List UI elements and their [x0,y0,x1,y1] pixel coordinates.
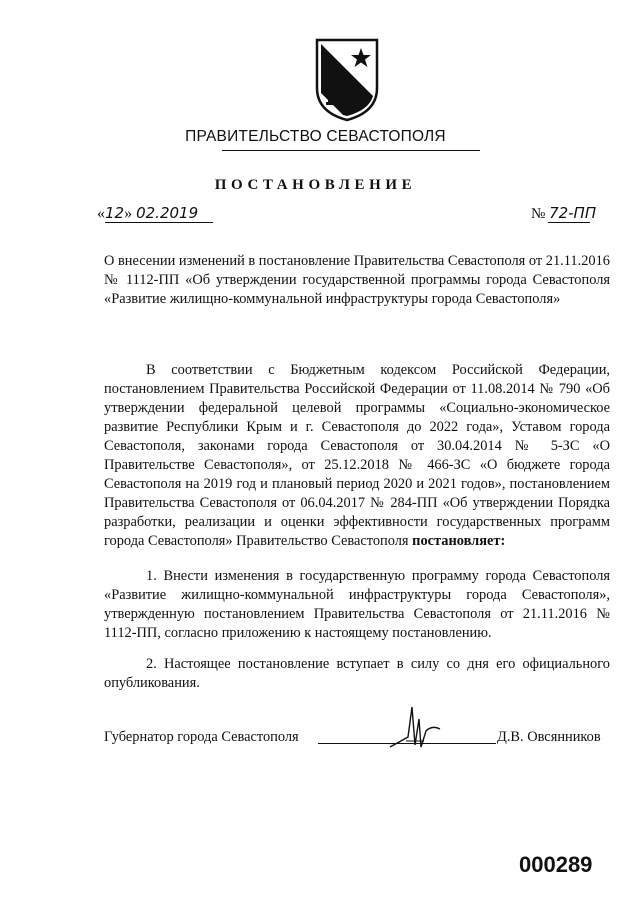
date-day: 12 [105,204,125,222]
document-date [97,204,198,223]
date-close-quote: » [124,205,133,222]
preamble-bold: постановляет: [412,533,506,549]
coat-of-arms-icon [313,38,381,122]
preamble-text: В соответствии с Бюджетным кодексом Российской Федерации, постановлением Правительства Российской Федерации от 11.08.2014 № 790 «Об утверждении федеральной целевой программы «Социально-экономическое развитие Республики Крым и г. Севастополя до 2022 года», Уставом города Севастополя, законами города Севастополя от 30.04.2014 № 5-ЗС «О Правительстве Севастополя», от 25.12.2018 № 466-ЗС «О бюджете города Севастополя на 2019 год и плановый период 2020 и 2021 годов», постановлением Правительства Севастополя от 06.04.2017 № 284-ПП «Об утверждении Порядка разработки, реализации и оценки эффективности государственных программ города Севастополя» Правительство Севастополя [104,362,610,549]
date-month-year: 02.2019 [136,204,199,222]
document-number [531,204,596,223]
signature-icon [386,701,444,757]
header-divider [222,150,480,151]
number-prefix: № [531,206,546,222]
document-heading: О внесении изменений в постановление Правительства Севастополя от 21.11.2016 № 1112-ПП «Об утверждении государственной программы города Севастополя «Развитие жилищно-коммунальной инфраструктуры города Севастополя» [104,253,610,307]
date-underline [105,222,213,223]
government-name: ПРАВИТЕЛЬСТВО СЕВАСТОПОЛЯ [185,128,446,145]
resolution-item-1: 1. Внести изменения в государственную программу города Севастополя «Развитие жилищно-коммунальной инфраструктуры города Севастополя», утвержденную постановлением Правительства Севастополя от 21.11.2016 № 1112-ПП, согласно приложению к настоящему постановлению. [104,568,610,641]
resolution-item-2: 2. Настоящее постановление вступает в силу со дня его официального опубликования. [104,656,610,691]
signatory-name: Д.В. Овсянников [497,729,601,745]
date-open-quote: « [97,205,105,222]
document-type: ПОСТАНОВЛЕНИЕ [214,177,417,193]
number-underline [548,222,590,223]
signatory-title: Губернатор города Севастополя [104,729,299,745]
preamble-paragraph [104,361,610,551]
serial-number: 000289 [519,852,593,877]
number-value: 72-ПП [549,204,597,222]
